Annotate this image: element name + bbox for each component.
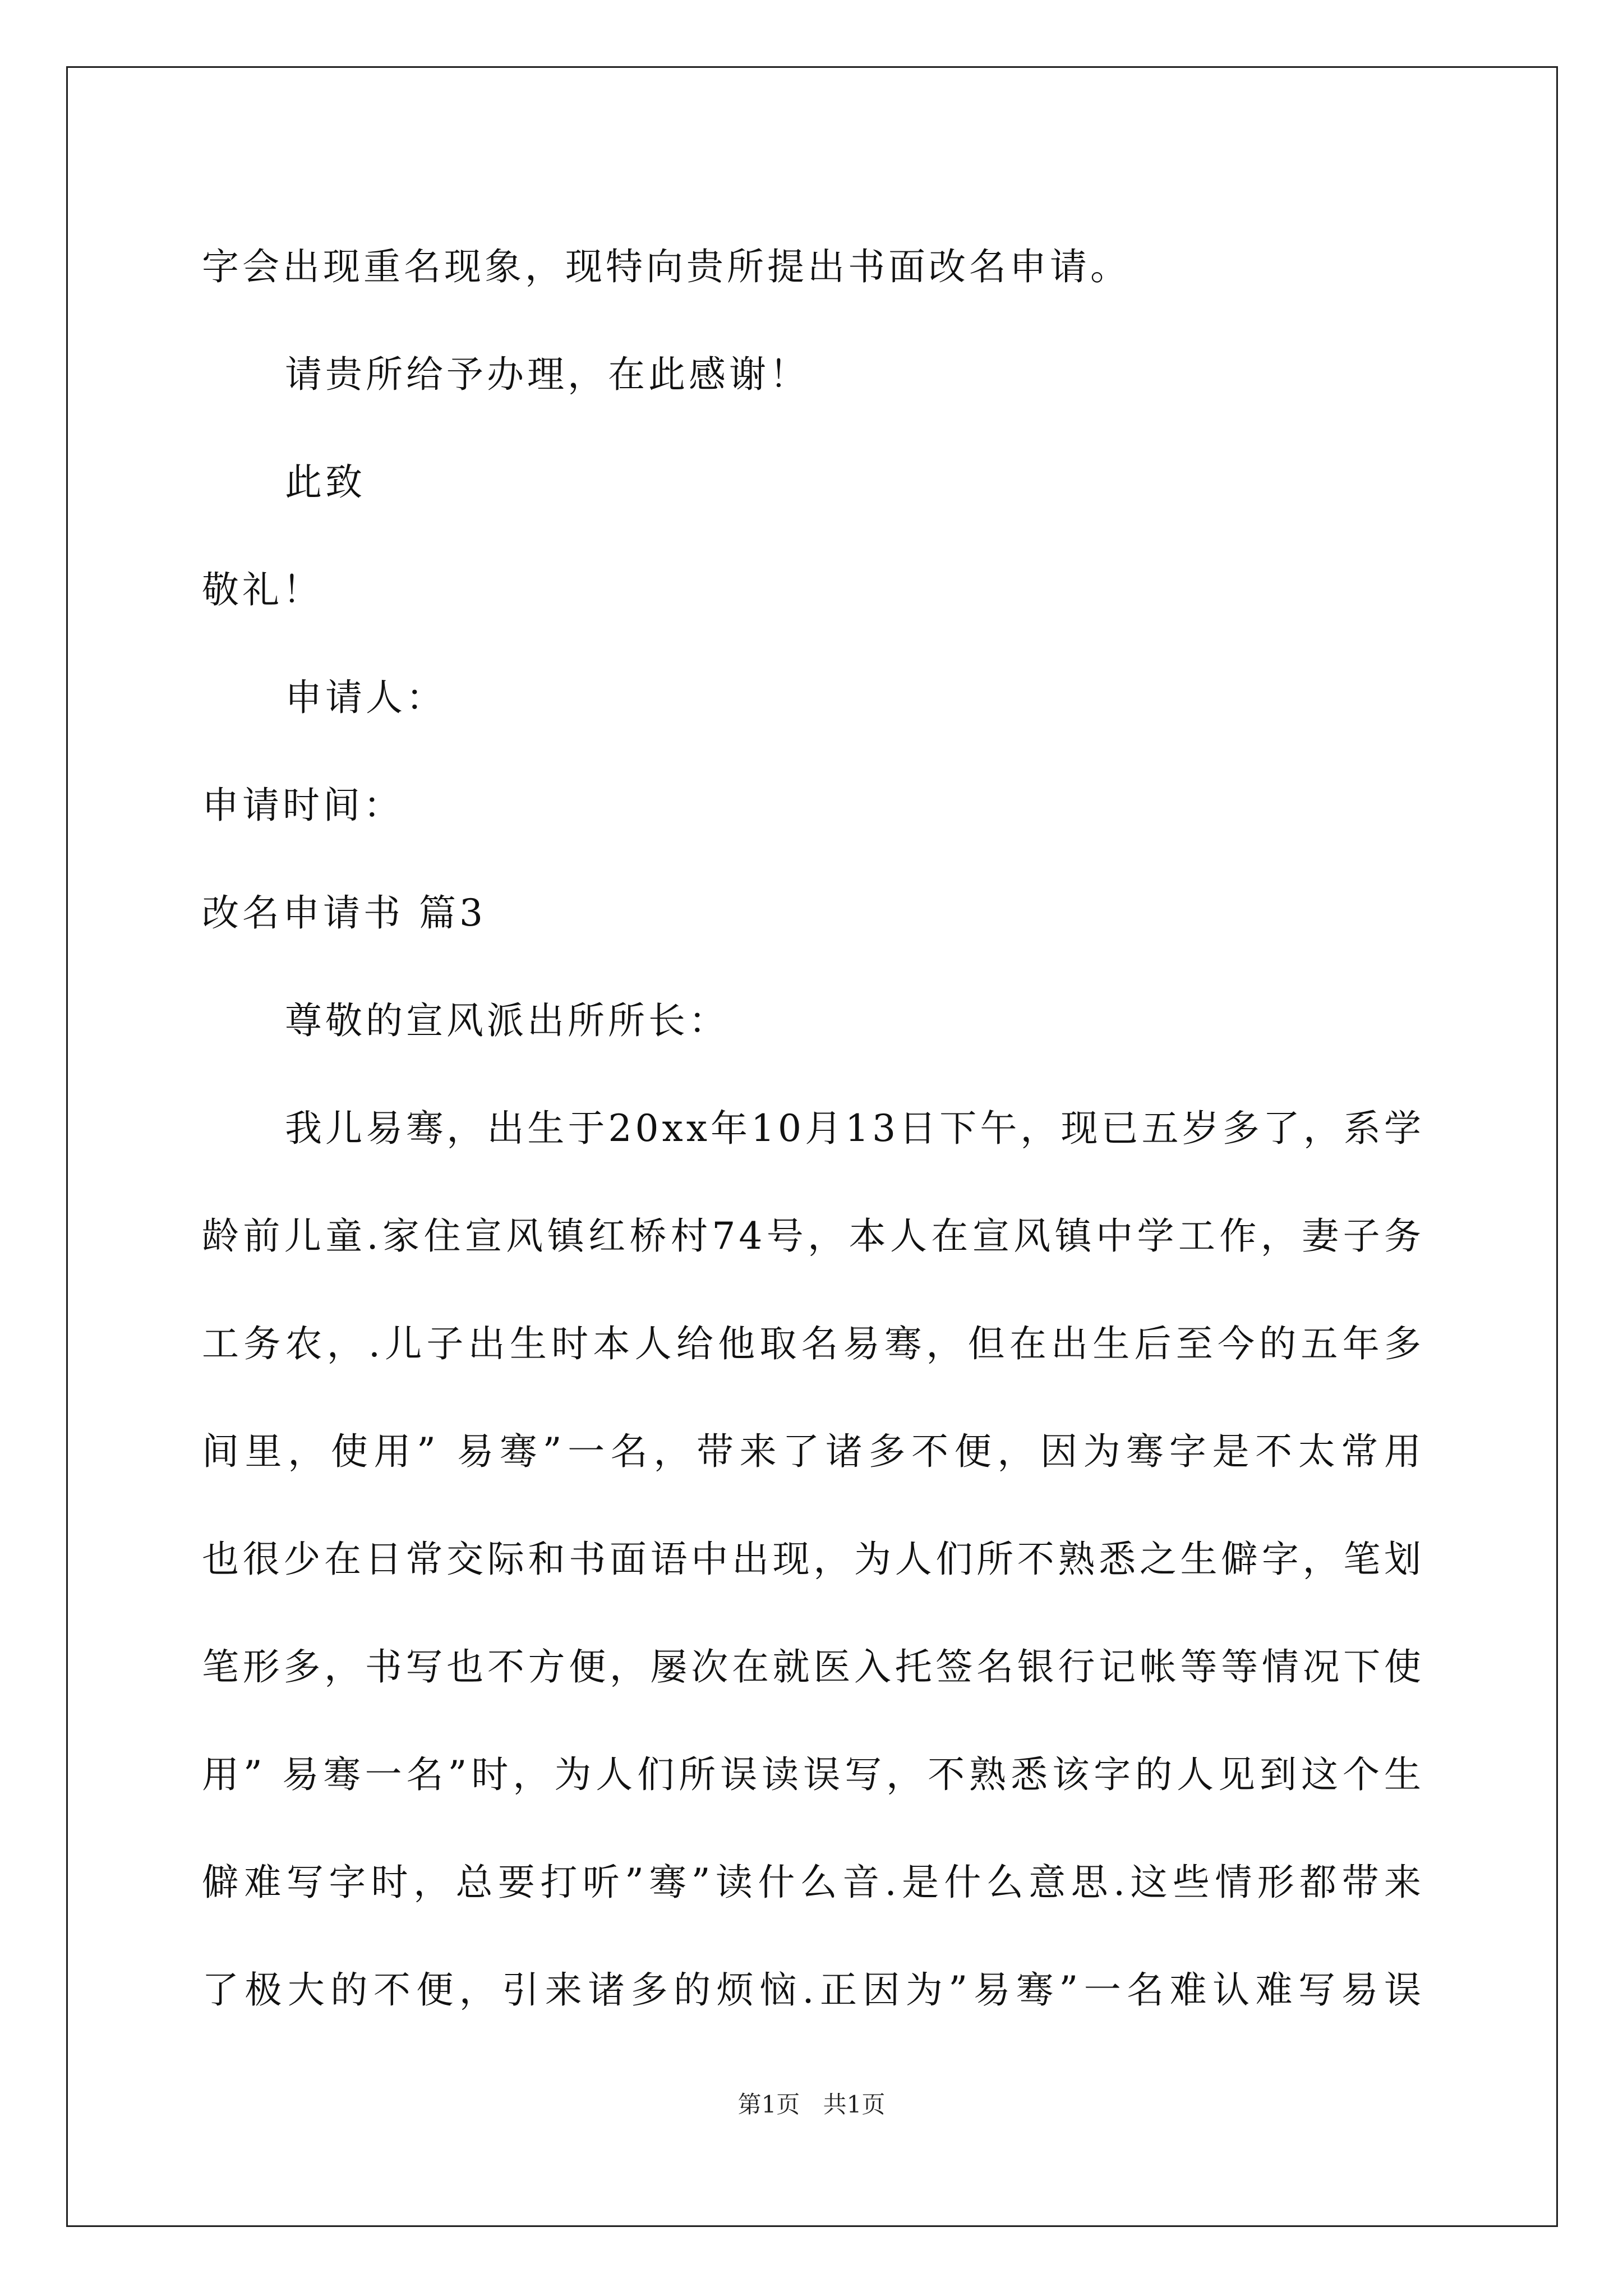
text-line-1: 字会出现重名现象，现特向贵所提出书面改名申请。 xyxy=(202,245,1131,288)
paragraph-line-7: 用” 易骞一名”时，为人们所误读误写，不熟悉该字的人见到这个生 xyxy=(202,1753,1424,1796)
text-line-4: 敬礼！ xyxy=(202,568,323,611)
document-body xyxy=(202,213,1424,2044)
paragraph-line-4: 间里，使用” 易骞”一名，带来了诸多不便，因为骞字是不太常用 xyxy=(202,1430,1424,1473)
application-date-label: 申请时间： xyxy=(202,784,404,827)
page-number-current: 第1页 xyxy=(737,2091,800,2118)
paragraph-line-9: 了极大的不便，引来诸多的烦恼.正因为”易骞”一名难认难写易误 xyxy=(202,1968,1424,2012)
page-number-total: 共1页 xyxy=(823,2091,886,2118)
paragraph-line-6: 笔形多，书写也不方便，屡次在就医入托签名银行记帐等等情况下使 xyxy=(202,1645,1424,1688)
text-line-3: 此致 xyxy=(285,461,366,504)
page-footer xyxy=(0,2088,1623,2122)
paragraph-line-1: 我儿易骞，出生于20xx年10月13日下午，现已五岁多了，系学 xyxy=(285,1107,1424,1150)
paragraph-line-2: 龄前儿童.家住宣风镇红桥村74号，本人在宣风镇中学工作，妻子务 xyxy=(202,1214,1424,1258)
paragraph-line-5: 也很少在日常交际和书面语中出现，为人们所不熟悉之生僻字，笔划 xyxy=(202,1538,1424,1581)
text-line-2: 请贵所给予办理，在此感谢！ xyxy=(285,353,810,396)
paragraph-line-8: 僻难写字时，总要打听”骞”读什么音.是什么意思.这些情形都带来 xyxy=(202,1861,1424,1904)
applicant-label: 申请人： xyxy=(285,676,446,719)
paragraph-line-3: 工务农，.儿子出生时本人给他取名易骞，但在出生后至今的五年多 xyxy=(202,1322,1424,1365)
salutation: 尊敬的宣风派出所所长： xyxy=(285,999,729,1042)
section-heading: 改名申请书 篇3 xyxy=(202,891,486,935)
